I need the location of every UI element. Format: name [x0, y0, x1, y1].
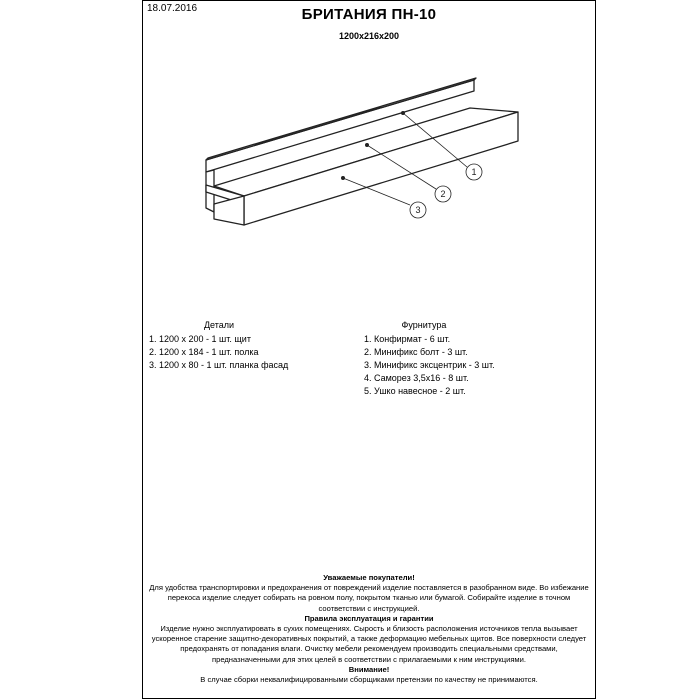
hardware-item: 5. Ушко навесное - 2 шт. [364, 386, 466, 396]
page-title: БРИТАНИЯ ПН-10 [301, 6, 437, 23]
leader-dot-1 [401, 111, 404, 114]
callout-label-3: 3 [415, 205, 421, 215]
notes-rules: Изделие нужно эксплуатировать в сухих помещениях. Сырость и близость расположения источников тепла вызывает ускоренное старение защитно-декоративных покрытий, а также деформацию мебельных щитов. Все поверхности следует предохранять от попадания влаги. Очистку мебели рекомендуем производить специальными средствами, предназначенными для этих целей в соответствии с прилагаемыми к ним инструкциями. [151, 624, 587, 664]
notes-greeting: Уважаемые покупатели! [323, 573, 415, 582]
product-dimensions: 1200х216х200 [338, 31, 400, 41]
hardware-item: 1. Конфирмат - 6 шт. [364, 334, 451, 344]
hardware-item: 4. Саморез 3,5х16 - 8 шт. [364, 373, 469, 383]
details-heading: Детали [203, 320, 235, 330]
hardware-item: 3. Минификс эксцентрик - 3 шт. [364, 360, 495, 370]
hardware-heading: Фурнитура [401, 320, 447, 330]
hardware-item: 2. Минификс болт - 3 шт. [364, 347, 468, 357]
notes-intro: Для удобства транспортировки и предохранения от повреждений изделие поставляется в разобранном виде. Во избежание перекоса изделие следует собирать на ровном полу, покрытом тканью или бумагой. Собирайте изделие в точном соответствии с инструкцией. [149, 583, 589, 613]
details-item: 3. 1200 х 80 - 1 шт. планка фасад [149, 360, 289, 370]
notes-rules-heading: Правила эксплуатация и гарантии [304, 613, 434, 623]
details-item: 2. 1200 х 184 - 1 шт. полка [149, 347, 259, 357]
callout-label-2: 2 [440, 189, 446, 199]
notes-warning: В случае сборки неквалифицированными сборщиками претензии по качеству не принимаются. [200, 675, 538, 685]
details-item: 1. 1200 х 200 - 1 шт. щит [149, 334, 251, 344]
document-date: 18.07.2016 [147, 3, 198, 14]
notes-attention: Внимание! [348, 664, 390, 674]
callout-label-1: 1 [471, 167, 477, 177]
front-plank-side [214, 196, 244, 225]
leader-dot-2 [365, 143, 368, 146]
leader-dot-3 [341, 176, 344, 179]
